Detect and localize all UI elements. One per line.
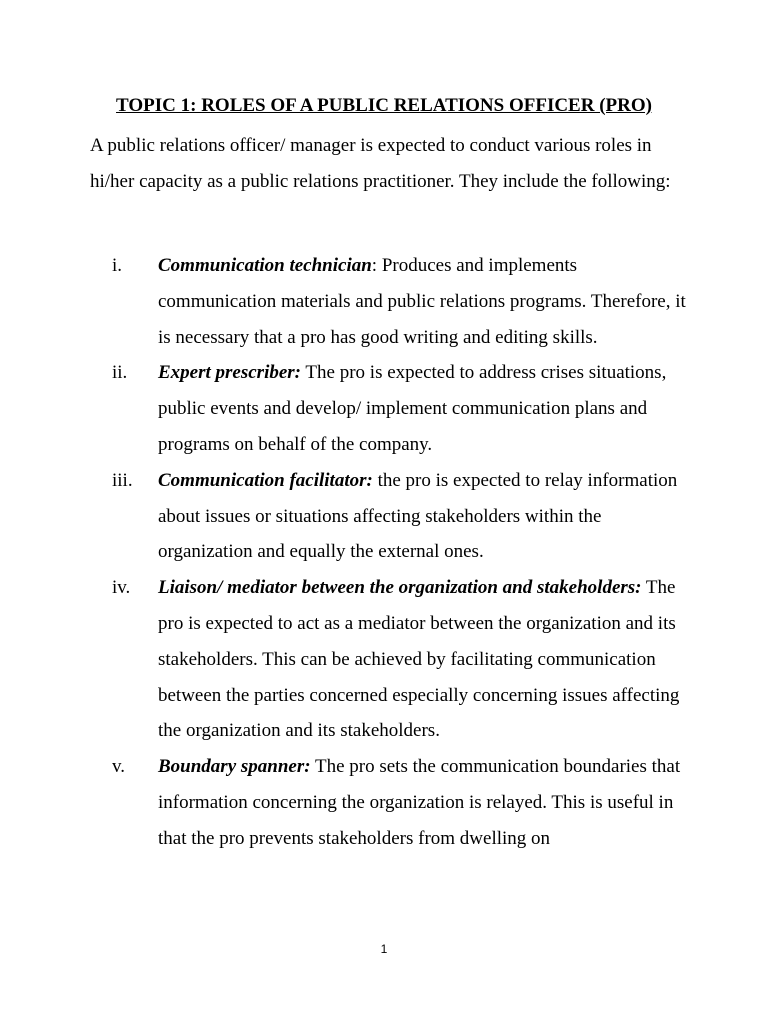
role-description: Produces and implements communication materials and public relations programs. Therefore, it is necessary that a pro has good writing and editing skills.: [158, 255, 686, 348]
page-number: 1: [380, 942, 388, 956]
list-item: [0, 248, 768, 355]
list-item-body: [158, 570, 698, 749]
list-item: [0, 463, 768, 570]
role-term-separator: :: [371, 255, 378, 276]
list-item: [0, 570, 768, 749]
role-term: Expert prescriber:: [158, 362, 302, 384]
list-item-body: [158, 248, 698, 355]
role-description: The pro sets the communication boundaries that information concerning the organization is relayed. This is useful in that the pro prevents stakeholders from dwelling on: [158, 756, 681, 849]
role-term: Communication facilitator:: [158, 469, 373, 491]
role-description: The pro is expected to act as a mediator between the organization and its stakeholders. This can be achieved by facilitating communication between the parties concerned especially concerning issues affecting the organization and its stakeholders.: [158, 577, 680, 742]
role-description: the pro is expected to relay information about issues or situations affecting stakeholders within the organization and equally the external ones.: [158, 469, 678, 563]
intro-paragraph: A public relations officer/ manager is expected to conduct various roles in hi/her capacity as a public relations practitioner. They include the following:: [90, 135, 671, 192]
list-item-body: [158, 355, 698, 462]
list-item-number: iii.: [112, 469, 133, 491]
list-item-body: [158, 749, 698, 856]
list-item-number: i.: [112, 255, 123, 276]
list-item-body: [158, 463, 698, 570]
role-term: Boundary spanner:: [158, 756, 311, 778]
list-item: [0, 355, 768, 462]
list-item-number: v.: [112, 756, 126, 778]
list-item: [0, 749, 768, 856]
list-item-number: iv.: [112, 577, 131, 599]
role-term: Communication technician: [158, 255, 372, 276]
role-term: Liaison/ mediator between the organization and stakeholders:: [158, 577, 642, 599]
page-title: TOPIC 1: ROLES OF A PUBLIC RELATIONS OFFICER (PRO): [116, 95, 652, 116]
list-item-number: ii.: [112, 362, 128, 384]
roles-list: [0, 248, 768, 857]
role-description: The pro is expected to address crises situations, public events and develop/ implement communication plans and programs on behalf of the company.: [158, 362, 667, 455]
